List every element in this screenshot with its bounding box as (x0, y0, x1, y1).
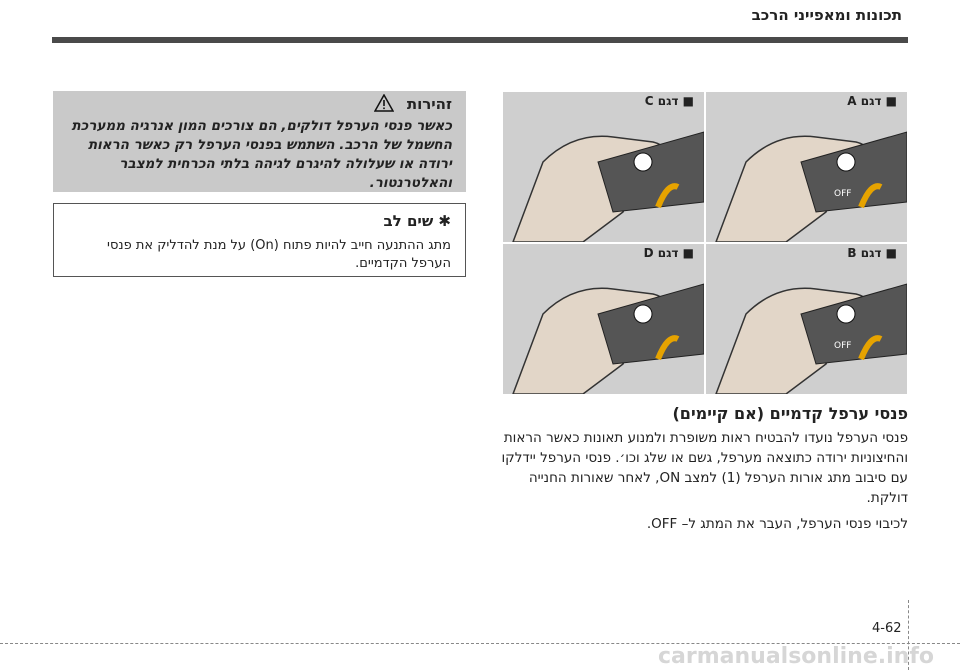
section-body (488, 428, 908, 540)
lever-illustration (706, 244, 907, 394)
figure-grid (503, 92, 907, 394)
watermark: carmanualsonline.info (658, 644, 934, 669)
note-title: ✱ שים לב (383, 212, 451, 230)
figure-label: ■ דגם A (847, 94, 897, 108)
note-box (53, 203, 466, 277)
lever-illustration (503, 92, 704, 242)
paragraph: פנסי הערפל נועדו להבטיח ראות משופרת ולמנוע תאונות כאשר הראות והחיצוניות ירודה כתוצאה מערפל, גשם או שלג וכו׳. פנסי הערפל יידלקו עם סיבוב מתג אורות הערפל (1) למצב ON, לאחר שאורות החנייה דולקת. (501, 430, 908, 506)
lever-illustration (706, 92, 907, 242)
warning-body: כאשר פנסי הערפל דולקים, הם צורכים המון אנרגיה ממערכת החשמל של הרכב. השתמש בפנסי הערפל רק כאשר הראות ירודה או שעלולה להיגרם לגיהה בלתי הכרחית למצבר והאלטרנטור. (71, 118, 452, 191)
warning-box (53, 91, 466, 192)
figure-label: ■ דגם D (643, 246, 694, 260)
warning-triangle-icon (374, 94, 394, 112)
lever-illustration (503, 244, 704, 394)
header-title: תכונות ומאפייני הרכב (751, 6, 902, 24)
page-number: 4-62 (872, 621, 902, 636)
note-body: מתג ההתנעה חייב להיות פתוח (On) על מנת להדליק את פנסי הערפל הקדמיים. (107, 238, 451, 271)
figure-model-d (503, 244, 704, 394)
header-rule (52, 37, 908, 43)
section-title: פנסי ערפל קדמיים (אם קיימים) (672, 404, 908, 423)
figure-model-b (706, 244, 907, 394)
figure-model-a (706, 92, 907, 242)
number-one-marker (634, 153, 652, 171)
lever-off-text: OFF (834, 189, 852, 199)
paragraph: לכיבוי פנסי הערפל, העבר את המתג ל– OFF. (646, 516, 908, 532)
figure-model-c (503, 92, 704, 242)
warning-title: זהירות (406, 95, 452, 113)
figure-label: ■ דגם C (644, 94, 694, 108)
figure-label: ■ דגם B (847, 246, 897, 260)
number-one-marker (837, 305, 855, 323)
number-one-marker (837, 153, 855, 171)
lever-off-text: OFF (834, 341, 852, 351)
number-one-marker (634, 305, 652, 323)
